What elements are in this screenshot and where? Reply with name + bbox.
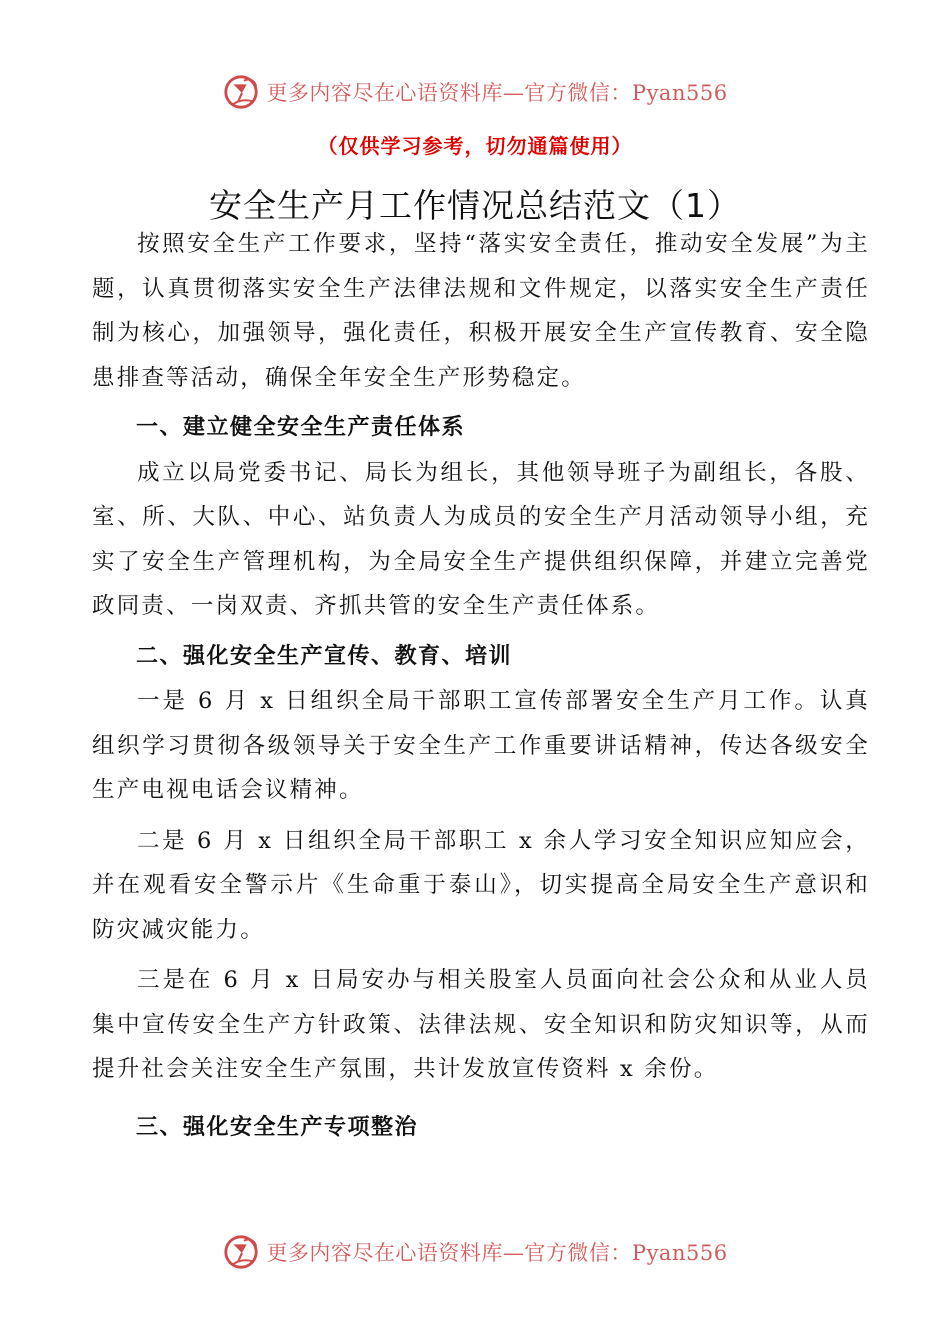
section-paragraph: 三是在 6 月 x 日局安办与相关股室人员面向社会公众和从业人员集中宣传安全生产方针政策、法律法规、安全知识和防灾知识等，从而提升社会关注安全生产氛围，共计发放宣传资料 x 余份。 bbox=[92, 967, 870, 1082]
intro-paragraph: 按照安全生产工作要求，坚持“落实安全责任，推动安全发展”为主题，认真贯彻落实安全生产法律法规和文件规定，以落实安全生产责任制为核心，加强领导，强化责任，积极开展安全生产宣传教育、安全隐患排查等活动，确保全年安全生产形势稳定。 bbox=[92, 231, 870, 391]
section-paragraph: 二是 6 月 x 日组织全局干部职工 x 余人学习安全知识应知应会，并在观看安全警示片《生命重于泰山》，切实提高全局安全生产意识和防灾减灾能力。 bbox=[92, 827, 870, 943]
section-heading: 二、强化安全生产宣传、教育、培训 bbox=[136, 643, 513, 669]
wine-glass-logo-icon bbox=[222, 1233, 260, 1271]
watermark-banner-top bbox=[0, 72, 950, 112]
section-paragraph: 一是 6 月 x 日组织全局干部职工宣传部署安全生产月工作。认真组织学习贯彻各级领导关于安全生产工作重要讲话精神，传达各级安全生产电视电话会议精神。 bbox=[92, 688, 870, 803]
section-paragraph: 成立以局党委书记、局长为组长，其他领导班子为副组长，各股、室、所、大队、中心、站负责人为成员的安全生产月活动领导小组，充实了安全生产管理机构，为全局安全生产提供组织保障，并建立完善党政同责、一岗双责、齐抓共管的安全生产责任体系。 bbox=[92, 459, 870, 619]
usage-notice: （仅供学习参考，切勿通篇使用） bbox=[317, 134, 633, 158]
section-heading: 三、强化安全生产专项整治 bbox=[136, 1114, 419, 1140]
watermark-text: 更多内容尽在心语资料库—官方微信：Pyan556 bbox=[266, 1241, 728, 1265]
document-title: 安全生产月工作情况总结范文（1） bbox=[209, 186, 741, 225]
document-body bbox=[92, 222, 870, 1150]
watermark-text: 更多内容尽在心语资料库—官方微信：Pyan556 bbox=[266, 81, 728, 105]
wine-glass-logo-icon bbox=[222, 73, 260, 111]
section-heading: 一、建立健全安全生产责任体系 bbox=[136, 415, 466, 440]
watermark-banner-bottom bbox=[0, 1232, 950, 1272]
